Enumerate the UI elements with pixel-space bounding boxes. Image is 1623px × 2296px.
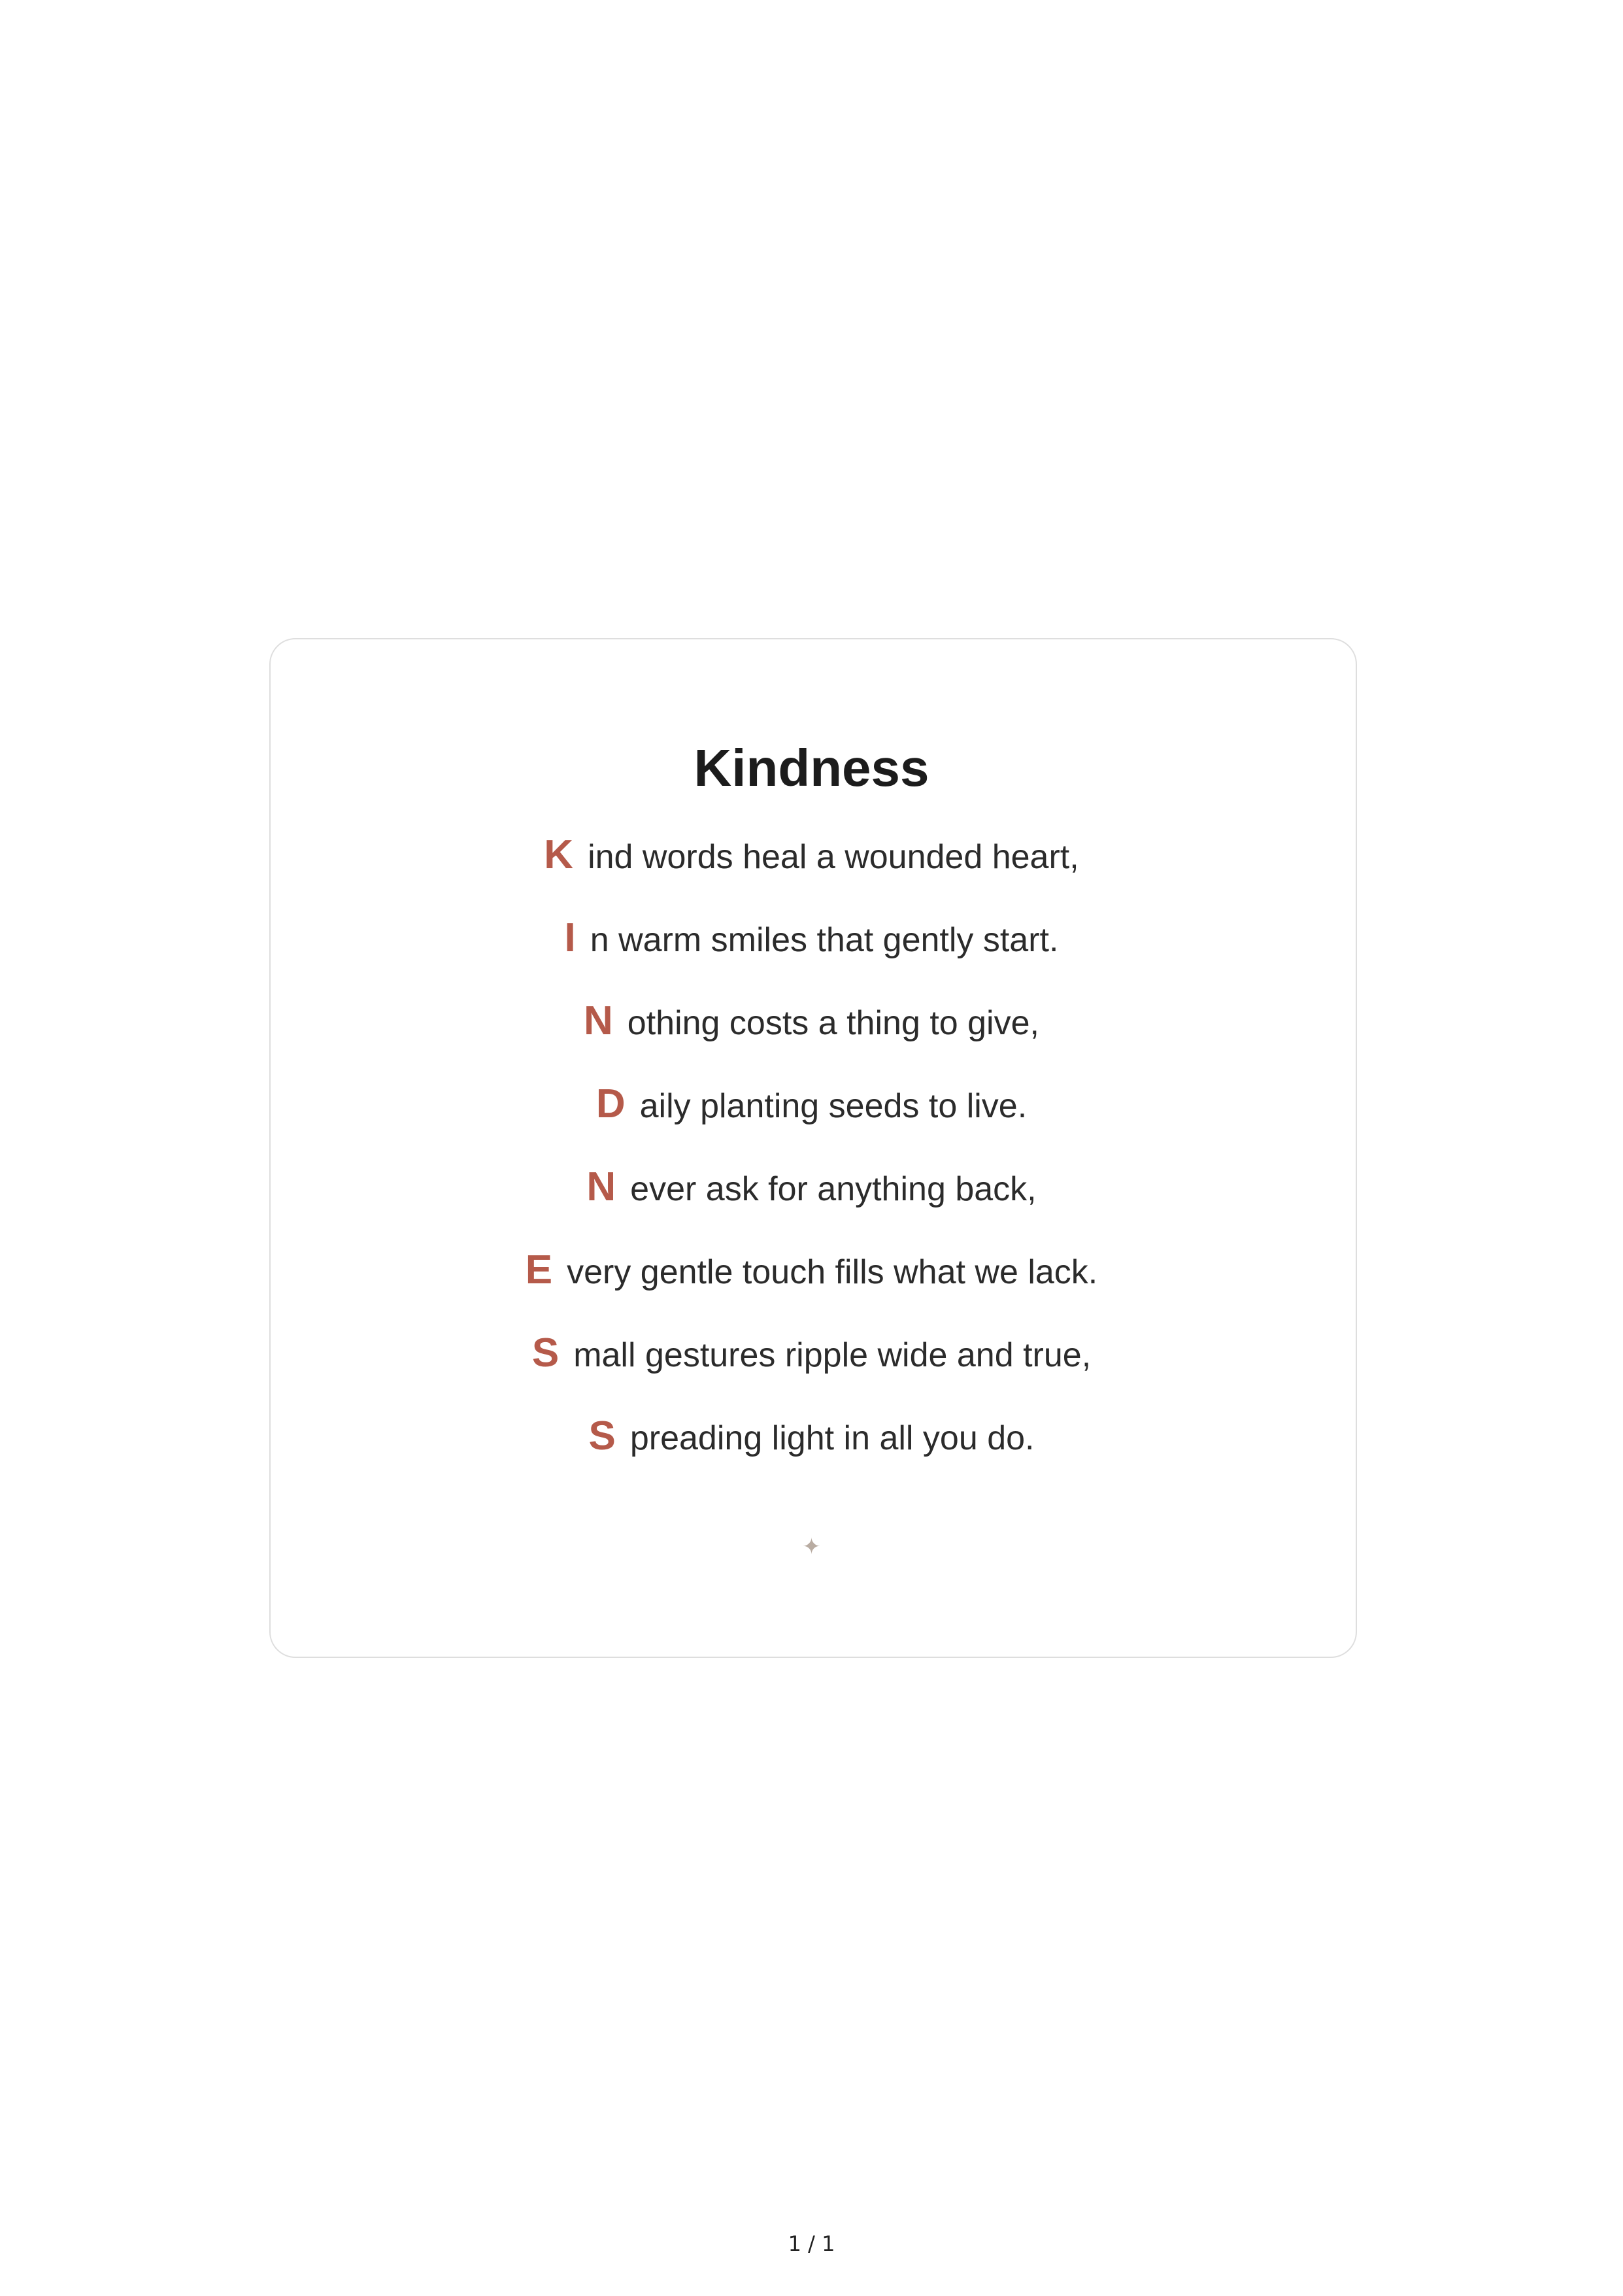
page-number: 1 / 1 [788,2231,835,2256]
poem-title: Kindness [694,739,929,797]
acrostic-initial: I [564,915,576,960]
acrostic-initial: N [586,1164,616,1209]
poem-line-text: ever ask for anything back, [630,1170,1037,1208]
poem-line [0,1161,1623,1224]
poem-line [0,1078,1623,1141]
poem-line-text: othing costs a thing to give, [627,1004,1039,1042]
acrostic-initial: K [544,832,574,877]
poem-line [0,829,1623,892]
acrostic-initial: S [531,1330,560,1376]
poem-line-text: aily planting seeds to live. [639,1087,1028,1125]
poem-line [0,995,1623,1058]
poem-line-text: preading light in all you do. [629,1419,1035,1457]
poem-line-text: ind words heal a wounded heart, [588,838,1079,876]
poem-line-text: very gentle touch fills what we lack. [567,1253,1098,1291]
acrostic-initial: D [595,1081,626,1126]
acrostic-initial: N [584,998,613,1043]
sparkle-ornament-icon: ✦ [802,1534,821,1559]
acrostic-initial: S [588,1413,616,1459]
poem-line [0,1244,1623,1307]
acrostic-initial: E [525,1247,553,1292]
poem-line-text: n warm smiles that gently start. [590,921,1059,959]
poem-line [0,1327,1623,1390]
poem-line [0,912,1623,975]
poem-line-text: mall gestures ripple wide and true, [573,1336,1092,1374]
poem-line [0,1410,1623,1473]
